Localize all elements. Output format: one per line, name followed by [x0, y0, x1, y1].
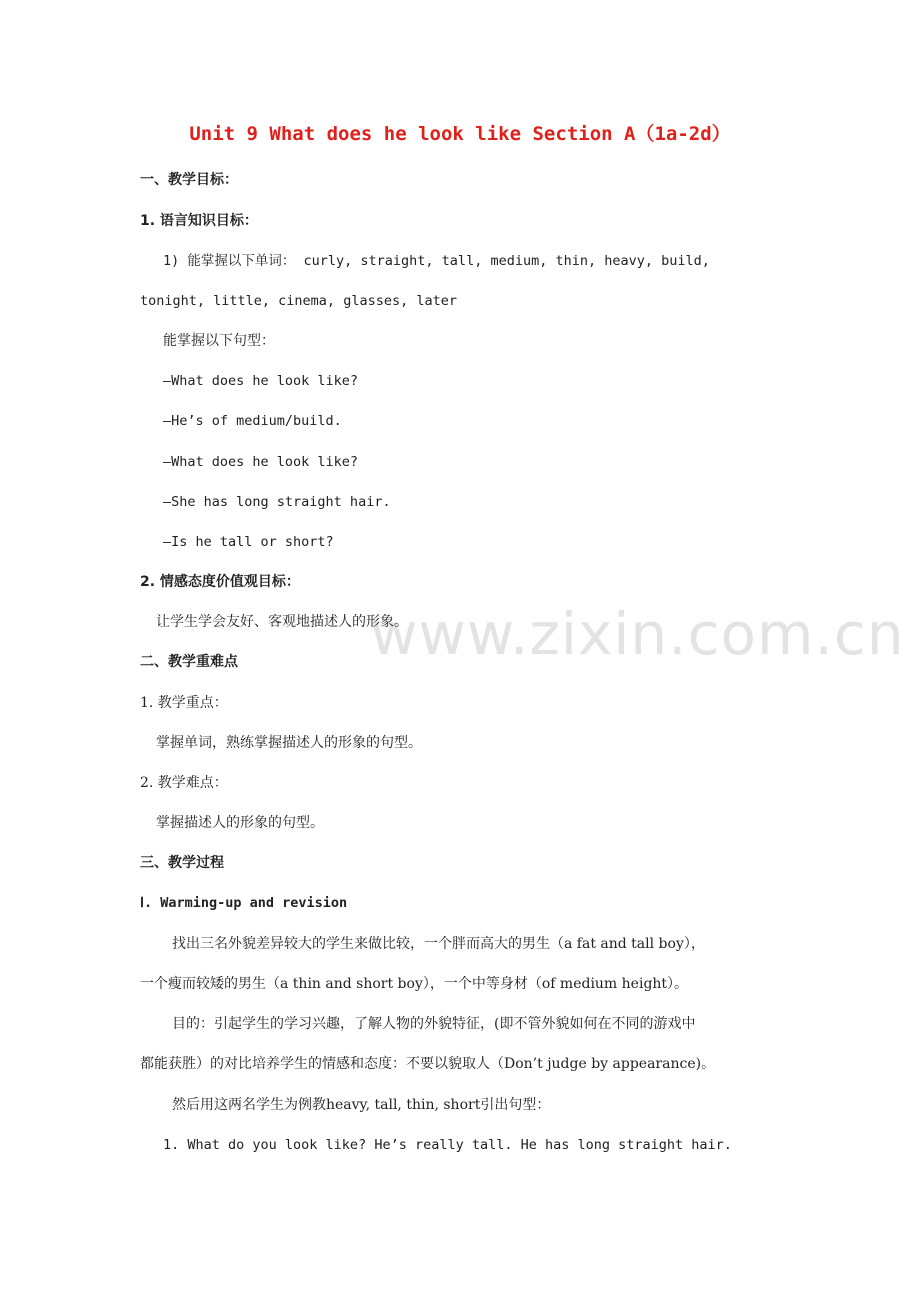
- sentence-patterns-label: 能掌握以下句型：: [163, 333, 275, 349]
- purpose-paragraph-line-1: 目的：引起学生的学习兴趣，了解人物的外貌特征，(即不管外貌如何在不同的游戏中: [172, 1016, 696, 1032]
- key-point-label: 1. 教学重点：: [140, 695, 228, 711]
- sentence-pattern-3: —What does he look like?: [163, 454, 359, 470]
- section-heading-goals: 一、教学目标：: [140, 172, 238, 188]
- watermark-text: www.zixin.com.cn: [370, 600, 905, 668]
- warmup-paragraph-line-1: 找出三名外貌差异较大的学生来做比较，一个胖而高大的男生（a fat and tall boy），: [172, 936, 705, 952]
- section-heading-key-points: 二、教学重难点: [140, 654, 238, 670]
- section-heading-process: 三、教学过程: [140, 855, 224, 871]
- sentence-pattern-1: —What does he look like?: [163, 373, 359, 389]
- subheading-warming-up: Ⅰ. Warming-up and revision: [140, 895, 348, 911]
- teaching-words-line: 然后用这两名学生为例教heavy, tall, thin, short引出句型：: [172, 1097, 551, 1113]
- difficulty-label: 2. 教学难点：: [140, 775, 228, 791]
- purpose-paragraph-line-2: 都能获胜）的对比培养学生的情感和态度：不要以貌取人（Don’t judge by appearance)。: [140, 1056, 716, 1072]
- attitude-goal-text: 让学生学会友好、客观地描述人的形象。: [156, 614, 408, 630]
- sentence-pattern-2: —He’s of medium/build.: [163, 413, 342, 429]
- difficulty-text: 掌握描述人的形象的句型。: [156, 815, 324, 831]
- sentence-pattern-5: —Is he tall or short?: [163, 534, 334, 550]
- vocab-line-1: 1) 能掌握以下单词： curly, straight, tall, medium, thin, heavy, build,: [163, 253, 710, 269]
- vocab-line-2: tonight, little, cinema, glasses, later: [140, 293, 457, 309]
- example-sentence-1: 1. What do you look like? He’s really tall. He has long straight hair.: [163, 1137, 732, 1153]
- document-title: Unit 9 What does he look like Section A（1a-2d）: [189, 123, 731, 145]
- subheading-language-goals: 1. 语言知识目标：: [140, 213, 258, 229]
- warmup-paragraph-line-2: 一个瘦而较矮的男生（a thin and short boy），一个中等身材（of medium height）。: [140, 976, 689, 992]
- key-point-text: 掌握单词，熟练掌握描述人的形象的句型。: [156, 735, 422, 751]
- subheading-attitude-goals: 2. 情感态度价值观目标：: [140, 574, 300, 590]
- sentence-pattern-4: —She has long straight hair.: [163, 494, 391, 510]
